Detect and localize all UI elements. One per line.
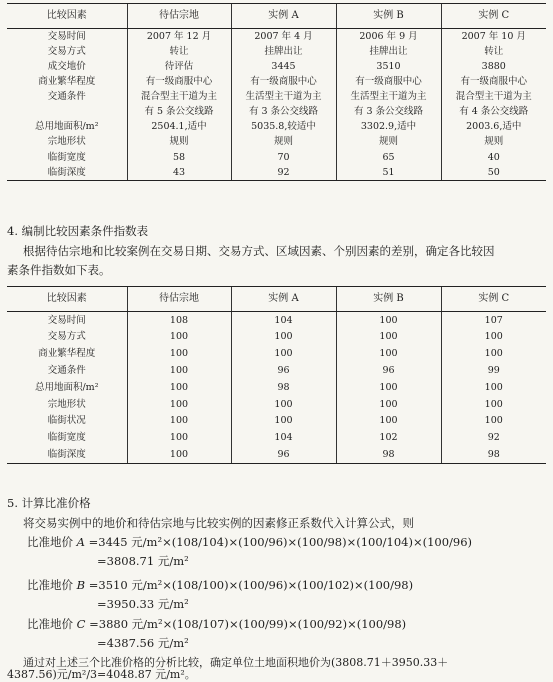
column-header: 待估宗地 (127, 287, 231, 312)
table-row (7, 312, 546, 329)
column-header: 实例 B (336, 287, 441, 312)
formula-expression: =3445 元/m²×(108/104)×(100/96)×(100/98)×(100/104)×(100/96) (88, 535, 473, 549)
table-row (7, 413, 546, 430)
comparison-factors-table (7, 3, 546, 181)
table-cell: 50 (441, 165, 546, 181)
conclusion-line-2: 4387.56)元/m²/3=4048.87 元/m²。 (7, 668, 196, 681)
table-cell: 51 (336, 165, 441, 181)
table-cell: 临街宽度 (47, 151, 86, 163)
column-header: 待估宗地 (127, 4, 231, 29)
table-cell: 生活型主干道为主 (231, 89, 336, 104)
formula-label: 比准地价 (27, 535, 73, 549)
table-row (7, 165, 546, 181)
formula-expression: =3880 元/m²×(108/107)×(100/99)×(100/92)×(100/98) (89, 617, 407, 631)
formula-label: 比准地价 (27, 617, 73, 631)
column-header: 比较因素 (7, 287, 127, 312)
column-header: 实例 C (441, 4, 546, 29)
table-cell: 交通条件 (47, 91, 86, 103)
table-row (7, 44, 546, 59)
table-cell: 96 (336, 362, 441, 379)
table-row (7, 59, 546, 74)
column-header: 实例 A (231, 4, 336, 29)
table-row (7, 104, 546, 119)
table-row (7, 29, 546, 45)
table-cell: 3880 (441, 59, 546, 74)
table-cell: 规则 (336, 135, 441, 150)
table-cell: 2006 年 9 月 (336, 29, 441, 45)
table-cell: 规则 (231, 135, 336, 150)
table-cell: 100 (336, 396, 441, 413)
table-cell: 100 (336, 312, 441, 329)
table-cell: 2007 年 10 月 (441, 29, 546, 45)
section-4-paragraph-line-2: 素条件指数如下表。 (7, 263, 111, 277)
table-row (7, 74, 546, 89)
table-cell: 交易时间 (47, 30, 86, 42)
table-cell: 98 (231, 379, 336, 396)
table-cell: 规则 (441, 135, 546, 150)
table-cell: 58 (127, 150, 231, 165)
table-cell: 98 (441, 446, 546, 463)
table-cell: 100 (336, 329, 441, 346)
table-cell: 有 3 条公交线路 (231, 104, 336, 119)
table-cell: 混合型主干道为主 (441, 89, 546, 104)
table-cell: 宗地形状 (47, 398, 86, 410)
table-row (7, 120, 546, 135)
table-cell: 总用地面积/m² (34, 121, 99, 133)
table-row (7, 150, 546, 165)
table-cell: 100 (231, 413, 336, 430)
table-cell: 100 (336, 346, 441, 363)
table-cell: 混合型主干道为主 (127, 89, 231, 104)
table-cell: 有 3 条公交线路 (336, 104, 441, 119)
table-cell: 2007 年 4 月 (231, 29, 336, 45)
table-cell: 临街宽度 (47, 432, 86, 444)
table-header-row (7, 4, 546, 29)
table-cell: 100 (127, 413, 231, 430)
table-cell: 有一级商服中心 (127, 74, 231, 89)
table-cell: 107 (441, 312, 546, 329)
formula-a-result: =3808.71 元/m² (97, 554, 189, 568)
table-cell: 100 (336, 413, 441, 430)
table-cell: 96 (231, 446, 336, 463)
column-header: 实例 B (336, 4, 441, 29)
table-cell: 100 (127, 346, 231, 363)
table-cell: 5035.8,较适中 (231, 120, 336, 135)
table-cell: 成交地价 (47, 60, 86, 72)
table-cell: 有 4 条公交线路 (441, 104, 546, 119)
table-cell: 宗地形状 (47, 136, 86, 148)
table-cell: 生活型主干道为主 (336, 89, 441, 104)
table-cell: 交易时间 (47, 314, 86, 326)
table-cell: 100 (231, 329, 336, 346)
table-cell: 98 (336, 446, 441, 463)
table-cell: 99 (441, 362, 546, 379)
table-cell: 3445 (231, 59, 336, 74)
table-cell: 3510 (336, 59, 441, 74)
formula-b (27, 577, 413, 593)
table-cell: 100 (231, 396, 336, 413)
table-cell: 转让 (441, 44, 546, 59)
section-5-intro: 将交易实例中的地价和待估宗地与比较实例的因素修正系数代入计算公式，则 (23, 516, 414, 530)
table-row (7, 89, 546, 104)
section-4-paragraph-line-1: 根据待估宗地和比较案例在交易日期、交易方式、区域因素、个别因素的差别，确定各比较因 (23, 244, 495, 258)
table-cell: 100 (127, 446, 231, 463)
table-row (7, 446, 546, 463)
formula-a (27, 534, 472, 550)
table-row (7, 329, 546, 346)
formula-expression: =3510 元/m²×(108/100)×(100/96)×(100/102)×(100/98) (88, 578, 414, 592)
table-row (7, 430, 546, 447)
table-row (7, 362, 546, 379)
table-cell: 2003.6,适中 (441, 120, 546, 135)
table-cell: 转让 (127, 44, 231, 59)
table-cell: 商业繁华程度 (38, 76, 96, 88)
table-cell: 有 5 条公交线路 (127, 104, 231, 119)
formula-b-result: =3950.33 元/m² (97, 597, 189, 611)
table-row (7, 396, 546, 413)
table-cell: 2504.1,适中 (127, 120, 231, 135)
table-cell: 100 (441, 413, 546, 430)
formula-c (27, 616, 406, 632)
table-cell (7, 104, 127, 119)
table-cell: 有一级商服中心 (336, 74, 441, 89)
table-cell: 挂牌出让 (231, 44, 336, 59)
table-row (7, 346, 546, 363)
table-cell: 100 (127, 329, 231, 346)
formula-variable: B (76, 578, 86, 592)
table-cell: 交通条件 (47, 365, 86, 377)
column-header: 实例 A (231, 287, 336, 312)
table-cell: 100 (441, 396, 546, 413)
column-header: 实例 C (441, 287, 546, 312)
table-cell: 2007 年 12 月 (127, 29, 231, 45)
table-cell: 规则 (127, 135, 231, 150)
formula-label: 比准地价 (27, 578, 73, 592)
table-cell: 92 (441, 430, 546, 447)
table-cell: 102 (336, 430, 441, 447)
table-cell: 3302.9,适中 (336, 120, 441, 135)
table-cell: 92 (231, 165, 336, 181)
table-cell: 104 (231, 312, 336, 329)
table-cell: 100 (441, 329, 546, 346)
table-cell: 100 (441, 379, 546, 396)
column-header: 比较因素 (7, 4, 127, 29)
table-cell: 交易方式 (47, 45, 86, 57)
table-cell: 100 (231, 346, 336, 363)
table-cell: 104 (231, 430, 336, 447)
table-cell: 100 (127, 362, 231, 379)
table-cell: 96 (231, 362, 336, 379)
table-row (7, 135, 546, 150)
formula-c-result: =4387.56 元/m² (97, 636, 189, 650)
table-cell: 100 (127, 430, 231, 447)
table-row (7, 379, 546, 396)
table-cell: 总用地面积/m² (34, 381, 99, 393)
table-cell: 40 (441, 150, 546, 165)
table-cell: 临街深度 (7, 165, 127, 181)
table-cell: 100 (127, 396, 231, 413)
table-cell: 有一级商服中心 (441, 74, 546, 89)
table-cell: 商业繁华程度 (38, 348, 96, 360)
table-cell: 临街深度 (7, 446, 127, 463)
table-cell: 70 (231, 150, 336, 165)
table-cell: 待评估 (127, 59, 231, 74)
table-cell: 108 (127, 312, 231, 329)
table-cell: 挂牌出让 (336, 44, 441, 59)
table-cell: 交易方式 (47, 331, 86, 343)
conclusion-line-1: 通过对上述三个比准价格的分析比较，确定单位土地面积地价为(3808.71＋3950.33＋ (23, 656, 449, 669)
section-5-heading: 5. 计算比准价格 (7, 496, 91, 510)
table-cell: 临街状况 (47, 415, 86, 427)
table-cell: 有一级商服中心 (231, 74, 336, 89)
condition-index-table (7, 286, 546, 464)
table-cell: 100 (127, 379, 231, 396)
table-cell: 100 (336, 379, 441, 396)
table-header-row (7, 287, 546, 312)
table-cell: 43 (127, 165, 231, 181)
formula-variable: A (76, 535, 85, 549)
table-cell: 65 (336, 150, 441, 165)
formula-variable: C (76, 617, 86, 631)
table-cell: 100 (441, 346, 546, 363)
section-4-heading: 4. 编制比较因素条件指数表 (7, 224, 149, 238)
